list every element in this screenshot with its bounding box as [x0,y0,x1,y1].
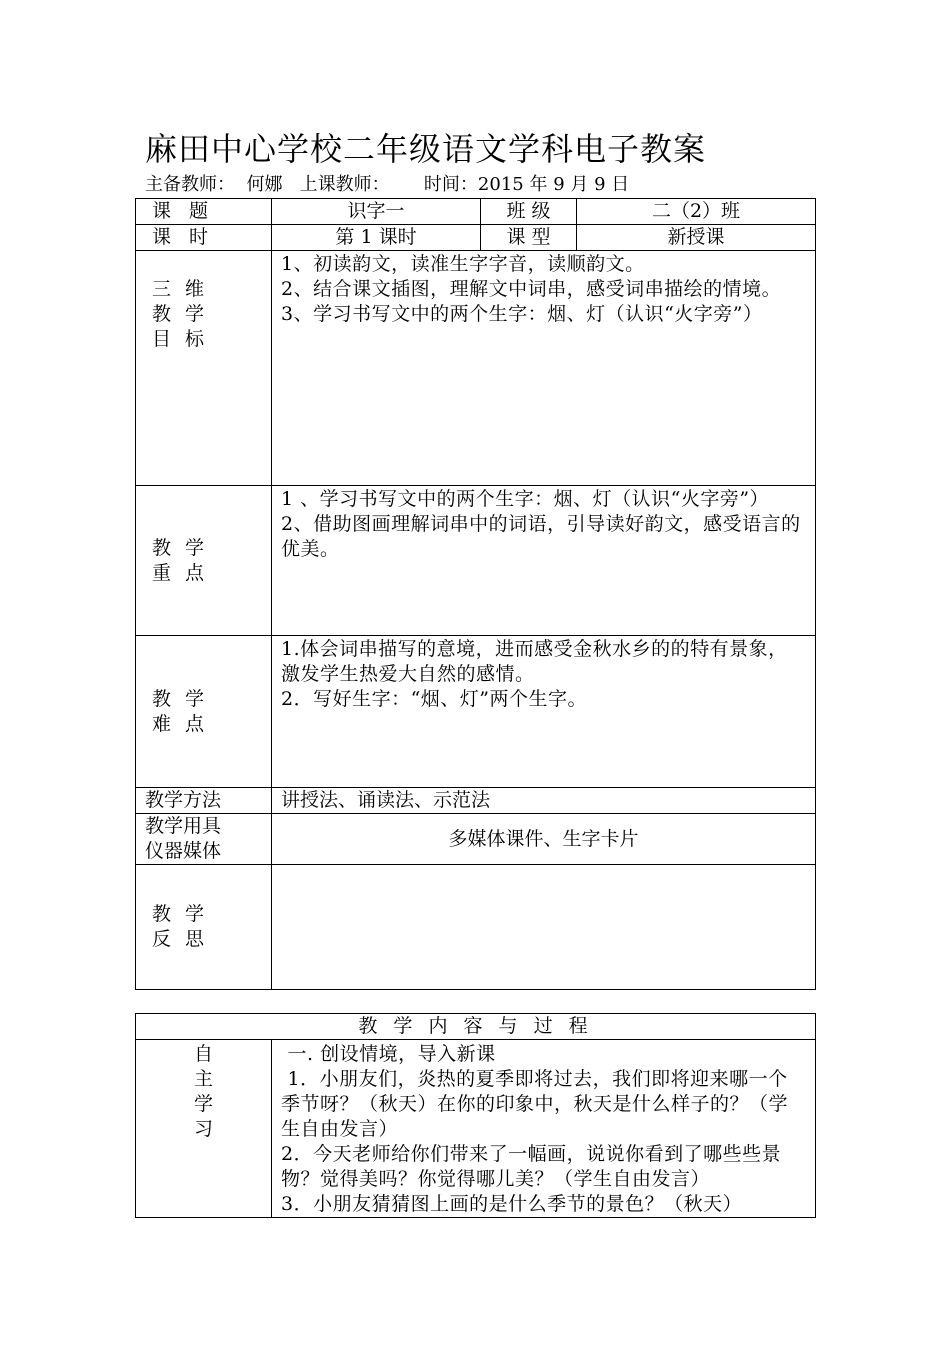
document-title: 麻田中心学校二年级语文学科电子教案 [145,130,707,168]
topic-value: 识字一 [272,199,481,225]
difficulties-text: 1.体会词串描写的意境，进而感受金秋水乡的的特有景象，激发学生热爱大自然的感情。 2．写好生字：“烟、灯”两个生字。 [272,636,816,788]
type-value: 新授课 [577,225,816,251]
difficulties-label: 教 学 难 点 [136,636,272,788]
process-header: 教 学 内 容 与 过 程 [136,1014,816,1040]
lesson-info-table [135,198,816,990]
reflection-content [272,865,816,990]
method-label: 教学方法 [136,788,272,814]
media-label: 教学用具 仪器媒体 [136,814,272,865]
method-value: 讲授法、诵读法、示范法 [272,788,816,814]
period-value: 第 1 课时 [272,225,481,251]
media-value: 多媒体课件、生字卡片 [272,814,816,865]
key-points-text: 1 、学习书写文中的两个生字：烟、灯（认识“火字旁”） 2、借助图画理解词串中的词语，引导读好韵文，感受语言的优美。 [272,486,816,636]
process-step-2: 2．今天老师给你们带来了一幅画，说说你看到了哪些些景物？觉得美吗？你觉得哪儿美？（学生自由发言） [281,1143,782,1190]
class-value: 二（2）班 [577,199,816,225]
key-points-label: 教 学 重 点 [136,486,272,636]
period-label: 课 时 [136,225,272,251]
teacher-and-date-line: 主备教师： 何娜 上课教师： 时间：2015 年 9 月 9 日 [145,174,630,195]
process-content [272,1040,816,1218]
process-step-intro: 一. 创设情境，导入新课 [281,1043,496,1065]
process-step-3: 3．小朋友猜猜图上画的是什么季节的景色？（秋天） [281,1193,743,1215]
type-label: 课 型 [481,225,577,251]
topic-label: 课 题 [136,199,272,225]
teaching-process-table [135,1013,816,1218]
goals-label: 三 维 教 学 目 标 [136,251,272,486]
class-label: 班 级 [481,199,577,225]
process-step-1: 1．小朋友们，炎热的夏季即将过去，我们即将迎来哪一个季节呀？（秋天）在你的印象中，秋天是什么样子的？（学生自由发言） [281,1068,789,1140]
goals-text: 1、初读韵文，读准生字字音，读顺韵文。 2、结合课文插图，理解文中词串，感受词串描绘的情境。 3、学习书写文中的两个生字：烟、灯（认识“火字旁”） [272,251,816,486]
stage-label: 自 主 学 习 [136,1040,272,1218]
reflection-label: 教 学 反 思 [136,865,272,990]
